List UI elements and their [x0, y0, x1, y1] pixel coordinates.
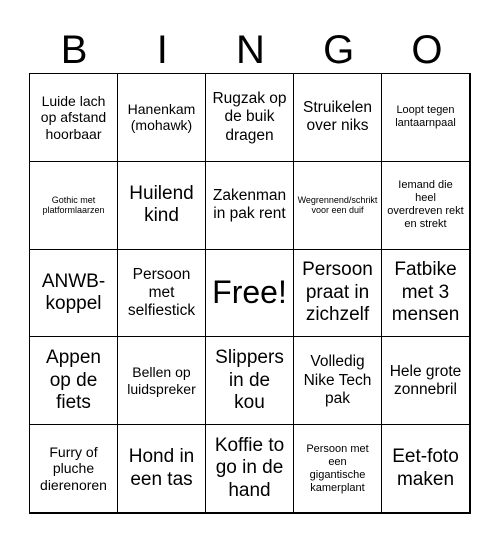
header-letter-g: G — [323, 28, 355, 72]
bingo-cell[interactable]: Volledig Nike Tech pak — [293, 336, 382, 425]
bingo-cell[interactable]: Persoon met selfiestick — [117, 249, 206, 338]
header-letter-i: I — [156, 28, 168, 72]
header-letter-o: O — [411, 28, 443, 72]
bingo-cell[interactable]: Eet-foto maken — [381, 424, 470, 513]
free-space-cell[interactable]: Free! — [205, 249, 294, 338]
bingo-cell[interactable]: ANWB-koppel — [29, 249, 118, 338]
bingo-cell[interactable]: Persoon praat in zichzelf — [293, 249, 382, 338]
bingo-cell[interactable]: Luide lach op afstand hoorbaar — [29, 73, 118, 162]
bingo-cell[interactable]: Hanenkam (mohawk) — [117, 73, 206, 162]
bingo-cell[interactable]: Hond in een tas — [117, 424, 206, 513]
bingo-cell[interactable]: Loopt tegen lantaarnpaal — [381, 73, 470, 162]
bingo-cell[interactable]: Fatbike met 3 mensen — [381, 249, 470, 338]
bingo-cell[interactable]: Furry of pluche dierenoren — [29, 424, 118, 513]
bingo-grid — [29, 73, 471, 514]
bingo-cell[interactable]: Huilend kind — [117, 161, 206, 250]
bingo-cell[interactable]: Wegrennend/schrikt voor een duif — [293, 161, 382, 250]
bingo-cell[interactable]: Struikelen over niks — [293, 73, 382, 162]
header-letter-n: N — [236, 28, 265, 72]
bingo-cell[interactable]: Bellen op luidspreker — [117, 336, 206, 425]
bingo-cell[interactable]: Appen op de fiets — [29, 336, 118, 425]
bingo-cell[interactable]: Persoon met een gigantische kamerplant — [293, 424, 382, 513]
header-letter-b: B — [60, 28, 88, 72]
bingo-cell[interactable]: Zakenman in pak rent — [205, 161, 294, 250]
bingo-cell[interactable]: Rugzak op de buik dragen — [205, 73, 294, 162]
bingo-cell[interactable]: Gothic met platformlaarzen — [29, 161, 118, 250]
bingo-cell[interactable]: Koffie to go in de hand — [205, 424, 294, 513]
bingo-cell[interactable]: Hele grote zonnebril — [381, 336, 470, 425]
bingo-header — [30, 26, 471, 74]
bingo-cell[interactable]: Iemand die heel overdreven rekt en strekt — [381, 161, 470, 250]
bingo-cell[interactable]: Slippers in de kou — [205, 336, 294, 425]
